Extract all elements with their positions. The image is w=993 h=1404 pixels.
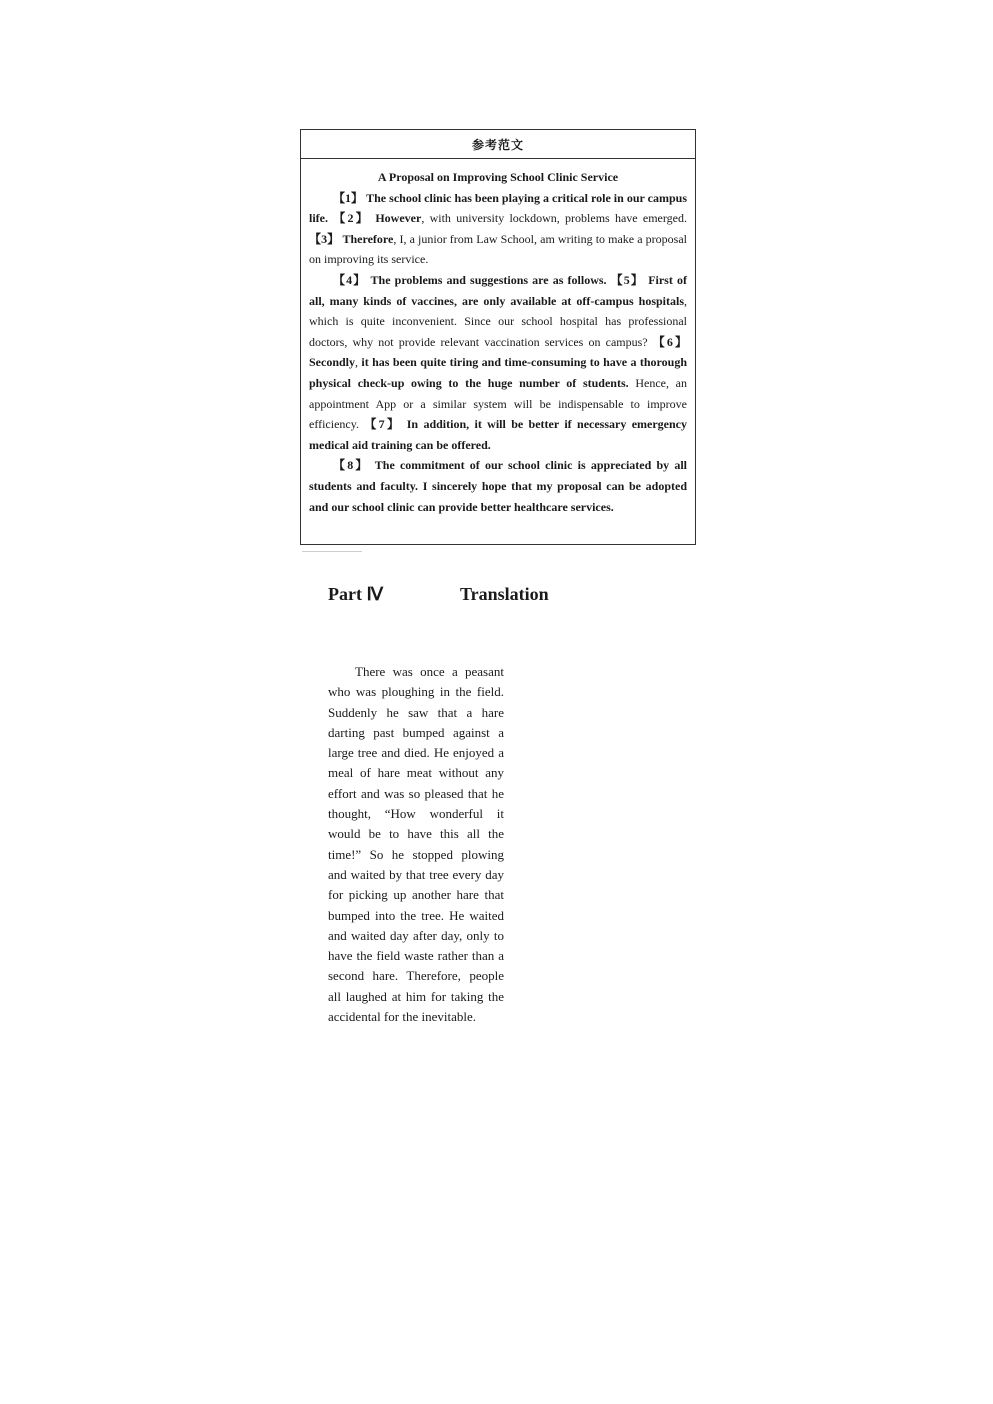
essay-segment: However [370, 211, 422, 226]
essay-segment: , [355, 355, 362, 370]
essay-segment: The school clinic has been playing a critical role in our campus life. [309, 190, 687, 226]
translation-paragraph: There was once a peasant who was ploughing in the field. Suddenly he saw that a hare darting past bumped against a large tree and died. He enjoyed a meal of hare meat without any effort and was so pleased that he thought, “How wonderful it would be to have this all the time!” So he stopped plowing and waited by that tree every day for picking up another hare that bumped into the tree. He waited and waited day after day, only to have the field waste rather than a second hare. Therefore, people all laughed at him for taking the accidental for the inevitable. [328, 664, 504, 1025]
essay-paragraph-1 [309, 188, 687, 270]
essay-segment: 【7】 [364, 417, 402, 432]
part-number: Part Ⅳ [328, 584, 384, 604]
part-heading [328, 584, 549, 605]
essay-body [301, 159, 695, 517]
essay-segment: 【4】 [333, 272, 367, 287]
essay-segment: 【8】 [333, 458, 370, 473]
essay-segment: , I, a junior from Law School, am writing to make a proposal on improving its service. [309, 231, 688, 267]
part-title: Translation [460, 584, 549, 604]
essay-segment: it has been quite tiring and time-consuming to have a thorough physical check-up owing to the huge number of students. [309, 355, 688, 390]
essay-segment: 【1】 [333, 190, 364, 205]
essay-segment: 【3】 [309, 231, 340, 246]
sample-essay-box [300, 129, 696, 545]
essay-segment: Hence, an appointment App or a similar system will be indispensable to improve efficiency. [309, 375, 687, 432]
divider-line [302, 551, 362, 552]
essay-segment: 【5】 [610, 272, 645, 287]
essay-paragraph-2 [309, 270, 687, 455]
essay-segment: , with university lockdown, problems have emerged. [421, 211, 687, 226]
essay-segment: 【2】 [333, 211, 371, 226]
essay-segment: The commitment of our school clinic is appreciated by all students and faculty. I sincerely hope that my proposal can be adopted and our school clinic can provide better healthcare services. [309, 458, 687, 514]
essay-segment: Therefore [339, 231, 394, 246]
essay-segment: , which is quite inconvenient. Since our school hospital has professional doctors, why not provide relevant vaccination services on campus? [309, 293, 687, 349]
essay-segment: First of all, many kinds of vaccines, are only available at off-campus hospitals [309, 272, 687, 308]
essay-segment: The problems and suggestions are as follows. [366, 272, 611, 287]
essay-segment: In addition, it will be better if necessary emergency medical aid training can be offered. [309, 417, 688, 452]
essay-segment: Secondly [309, 355, 356, 370]
essay-box-header: 参考范文 [301, 130, 695, 159]
essay-paragraph-3 [309, 455, 687, 517]
essay-segment: 【6】 [652, 334, 687, 349]
essay-title: A Proposal on Improving School Clinic Service [377, 170, 619, 184]
